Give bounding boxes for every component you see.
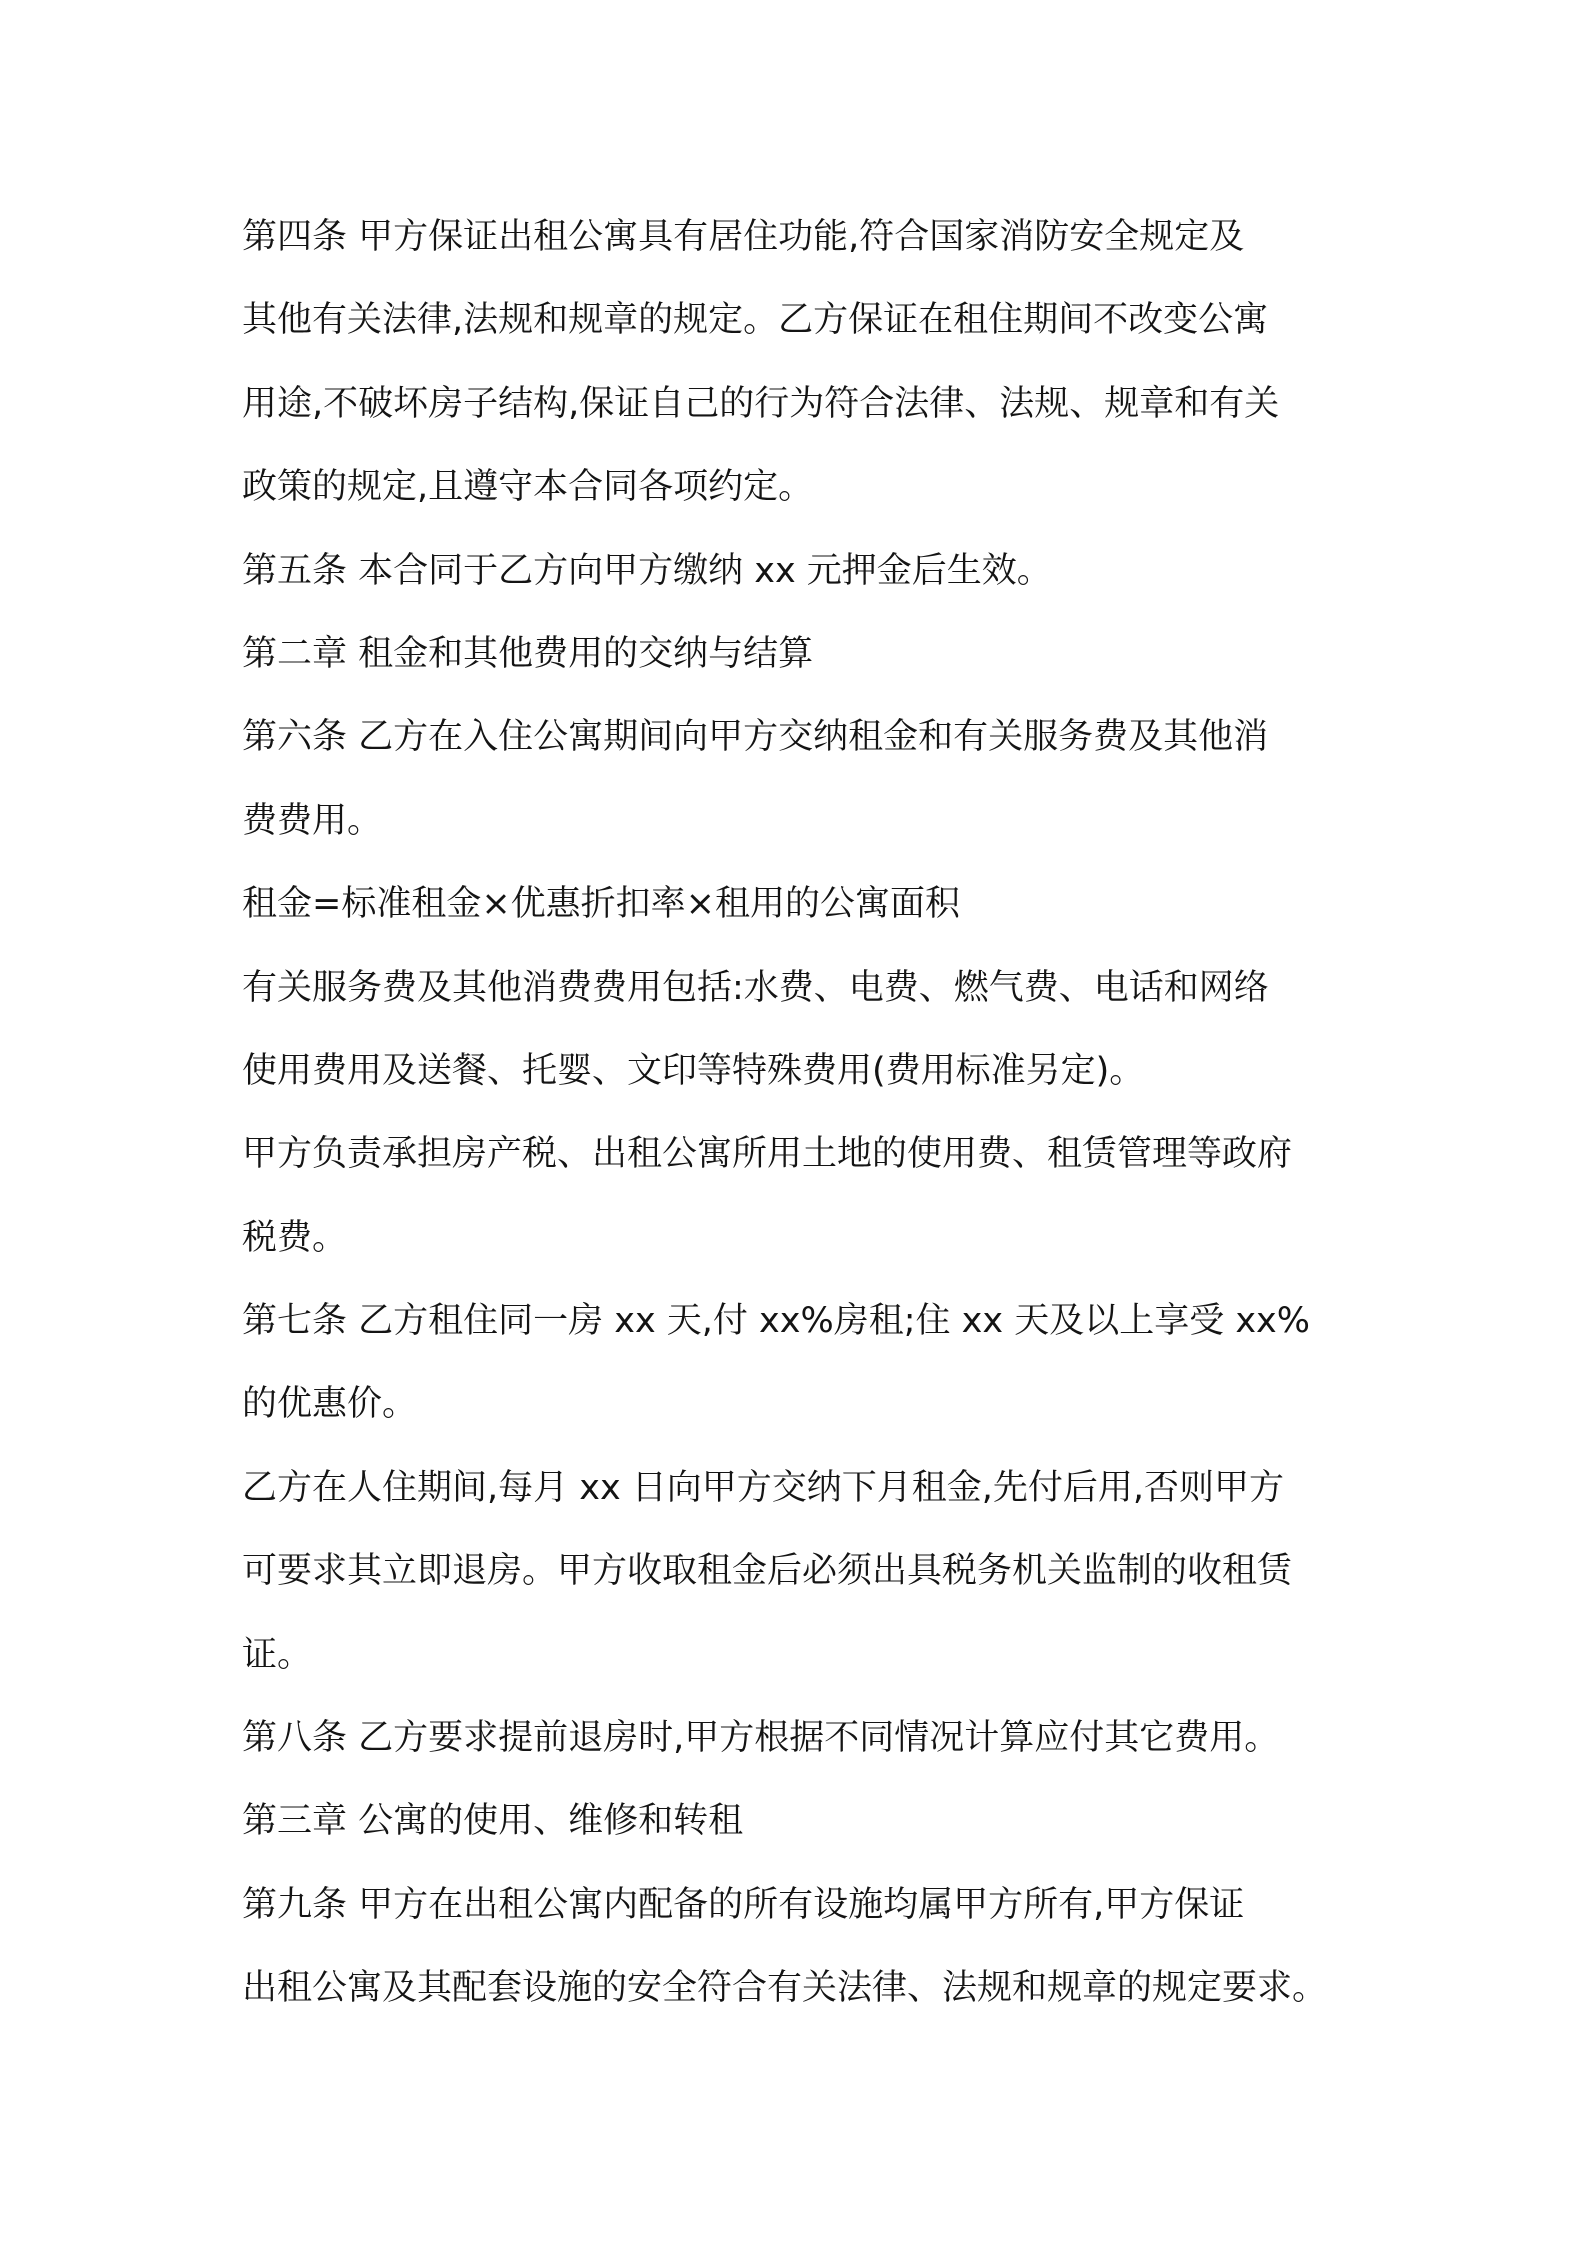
article-9-line-1: 第九条 甲方在出租公寓内配备的所有设施均属甲方所有,甲方保证 xyxy=(242,1884,1245,1925)
payment-paragraph-line-1: 乙方在人住期间,每月 xx 日向甲方交纳下月租金,先付后用,否则甲方 xyxy=(242,1467,1285,1508)
tax-paragraph-line-2: 税费。 xyxy=(242,1217,348,1258)
article-9-line-2: 出租公寓及其配套设施的安全符合有关法律、法规和规章的规定要求。 xyxy=(242,1968,1328,2009)
article-7-line-2: 的优惠价。 xyxy=(242,1384,418,1425)
service-fees-line-2: 使用费用及送餐、托婴、文印等特殊费用(费用标准另定)。 xyxy=(242,1050,1145,1091)
article-6-line-2: 费费用。 xyxy=(242,800,383,841)
payment-paragraph-line-2: 可要求其立即退房。甲方收取租金后必须出具税务机关监制的收租赁 xyxy=(242,1551,1293,1592)
chapter-3-heading: 第三章 公寓的使用、维修和转租 xyxy=(242,1801,744,1842)
chapter-2-heading: 第二章 租金和其他费用的交纳与结算 xyxy=(242,633,814,674)
payment-paragraph-line-3: 证。 xyxy=(242,1634,313,1675)
article-4-line-2: 其他有关法律,法规和规章的规定。乙方保证在租住期间不改变公寓 xyxy=(242,300,1269,341)
article-5: 第五条 本合同于乙方向甲方缴纳 xx 元押金后生效。 xyxy=(242,550,1052,591)
article-4-line-3: 用途,不破坏房子结构,保证自己的行为符合法律、法规、规章和有关 xyxy=(242,383,1280,424)
article-4-line-4: 政策的规定,且遵守本合同各项约定。 xyxy=(242,467,814,508)
rent-formula: 租金=标准租金×优惠折扣率×租用的公寓面积 xyxy=(242,884,960,925)
service-fees-line-1: 有关服务费及其他消费费用包括:水费、电费、燃气费、电话和网络 xyxy=(242,967,1269,1008)
tax-paragraph-line-1: 甲方负责承担房产税、出租公寓所用土地的使用费、租赁管理等政府 xyxy=(242,1134,1293,1175)
article-4-line-1: 第四条 甲方保证出租公寓具有居住功能,符合国家消防安全规定及 xyxy=(242,217,1245,257)
document-body xyxy=(242,196,1392,2031)
article-7-line-1: 第七条 乙方租住同一房 xx 天,付 xx%房租;住 xx 天及以上享受 xx% xyxy=(242,1301,1311,1342)
article-6-line-1: 第六条 乙方在入住公寓期间向甲方交纳租金和有关服务费及其他消 xyxy=(242,717,1269,758)
article-8: 第八条 乙方要求提前退房时,甲方根据不同情况计算应付其它费用。 xyxy=(242,1718,1280,1759)
